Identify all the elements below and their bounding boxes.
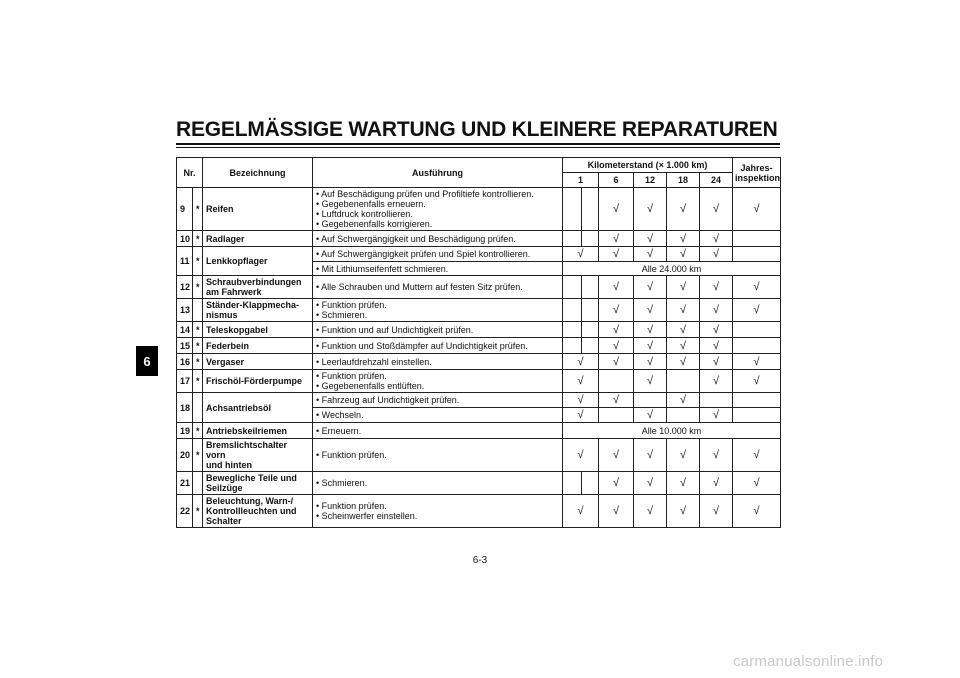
header-kilometerstand: Kilometerstand (× 1.000 km) bbox=[563, 158, 733, 173]
check-cell-jahres: √ bbox=[733, 439, 781, 472]
check-cell bbox=[563, 322, 582, 338]
table-row bbox=[177, 354, 781, 370]
row-nr: 17 bbox=[177, 370, 193, 393]
check-cell: √ bbox=[667, 472, 700, 495]
header-bezeichnung: Bezeichnung bbox=[203, 158, 313, 188]
check-cell: √ bbox=[700, 276, 733, 299]
chapter-tab: 6 bbox=[136, 346, 158, 376]
header-km-12: 12 bbox=[634, 173, 667, 188]
row-nr: 22 bbox=[177, 495, 193, 528]
check-cell bbox=[563, 188, 582, 231]
row-star: * bbox=[193, 439, 203, 472]
table-row bbox=[177, 439, 781, 472]
row-nr: 18 bbox=[177, 393, 193, 423]
row-desc: • Schmieren. bbox=[313, 472, 563, 495]
check-cell: √ bbox=[700, 472, 733, 495]
row-name: Radlager bbox=[203, 231, 313, 247]
desc-line: • Funktion prüfen. bbox=[316, 300, 387, 310]
row-nr: 10 bbox=[177, 231, 193, 247]
desc-line: • Gegebenenfalls erneuern. bbox=[316, 199, 426, 209]
check-cell: √ bbox=[667, 188, 700, 231]
check-cell: √ bbox=[599, 439, 634, 472]
row-desc: • Funktion prüfen. bbox=[313, 439, 563, 472]
check-cell: √ bbox=[599, 247, 634, 262]
row-desc: • Wechseln. bbox=[313, 408, 563, 423]
table-row bbox=[177, 370, 781, 393]
check-cell-jahres bbox=[733, 322, 781, 338]
row-desc: • Funktion und Stoßdämpfer auf Undichtigkeit prüfen. bbox=[313, 338, 563, 354]
check-cell: √ bbox=[563, 354, 599, 370]
row-star: * bbox=[193, 276, 203, 299]
table-row bbox=[177, 276, 781, 299]
check-cell: √ bbox=[700, 231, 733, 247]
row-star: * bbox=[193, 370, 203, 393]
check-cell: √ bbox=[634, 299, 667, 322]
row-star: * bbox=[193, 354, 203, 370]
row-desc: • Fahrzeug auf Undichtigkeit prüfen. bbox=[313, 393, 563, 408]
row-nr: 20 bbox=[177, 439, 193, 472]
interval-note: Alle 10.000 km bbox=[563, 423, 781, 439]
check-cell: √ bbox=[634, 322, 667, 338]
check-cell: √ bbox=[599, 393, 634, 408]
name-line: Ständer-Klappmecha- bbox=[206, 300, 300, 310]
check-cell: √ bbox=[599, 338, 634, 354]
row-name: Reifen bbox=[203, 188, 313, 231]
check-cell: √ bbox=[634, 439, 667, 472]
header-km-6: 6 bbox=[599, 173, 634, 188]
row-name bbox=[203, 276, 313, 299]
check-cell: √ bbox=[634, 370, 667, 393]
check-cell: √ bbox=[700, 354, 733, 370]
desc-line: • Funktion prüfen. bbox=[316, 371, 387, 381]
check-cell: √ bbox=[599, 354, 634, 370]
header-ausfuehrung: Ausführung bbox=[313, 158, 563, 188]
check-cell-jahres: √ bbox=[733, 188, 781, 231]
header-nr: Nr. bbox=[177, 158, 203, 188]
header-row-1 bbox=[177, 158, 781, 173]
header-jahresinspektion bbox=[733, 158, 781, 188]
name-line: Bremslichtschalter vorn bbox=[206, 440, 288, 460]
check-cell: √ bbox=[700, 370, 733, 393]
desc-line: • Gegebenenfalls entlüften. bbox=[316, 381, 425, 391]
check-cell-jahres bbox=[733, 247, 781, 262]
check-cell: √ bbox=[634, 338, 667, 354]
check-cell: √ bbox=[667, 354, 700, 370]
check-cell-jahres: √ bbox=[733, 495, 781, 528]
row-desc bbox=[313, 299, 563, 322]
row-desc bbox=[313, 495, 563, 528]
table-row bbox=[177, 472, 781, 495]
title-rule-thin bbox=[176, 147, 780, 148]
page-title: REGELMÄSSIGE WARTUNG UND KLEINERE REPARATUREN bbox=[176, 118, 778, 141]
check-cell: √ bbox=[667, 231, 700, 247]
row-desc bbox=[313, 370, 563, 393]
row-star: * bbox=[193, 231, 203, 247]
row-desc: • Auf Schwergängigkeit prüfen und Spiel kontrollieren. bbox=[313, 247, 563, 262]
header-jahres-line2: inspektion bbox=[735, 172, 781, 183]
name-line: Seilzüge bbox=[206, 483, 243, 493]
interval-note: Alle 24.000 km bbox=[563, 262, 781, 276]
check-cell-jahres: √ bbox=[733, 276, 781, 299]
row-desc: • Erneuern. bbox=[313, 423, 563, 439]
check-cell bbox=[563, 299, 582, 322]
check-cell-jahres: √ bbox=[733, 354, 781, 370]
row-desc: • Funktion und auf Undichtigkeit prüfen. bbox=[313, 322, 563, 338]
row-nr: 11 bbox=[177, 247, 193, 276]
row-desc: • Leerlaufdrehzahl einstellen. bbox=[313, 354, 563, 370]
desc-line: • Luftdruck kontrollieren. bbox=[316, 209, 413, 219]
check-cell: √ bbox=[700, 338, 733, 354]
check-cell: √ bbox=[563, 393, 599, 408]
check-cell: √ bbox=[634, 495, 667, 528]
row-name: Federbein bbox=[203, 338, 313, 354]
name-line: am Fahrwerk bbox=[206, 287, 262, 297]
table-row bbox=[177, 338, 781, 354]
check-cell: √ bbox=[667, 276, 700, 299]
row-nr: 13 bbox=[177, 299, 193, 322]
row-name: Vergaser bbox=[203, 354, 313, 370]
check-cell: √ bbox=[700, 322, 733, 338]
row-star bbox=[193, 299, 203, 322]
check-cell: √ bbox=[700, 439, 733, 472]
check-cell bbox=[599, 408, 634, 423]
desc-line: • Auf Beschädigung prüfen und Profiltiefe kontrollieren. bbox=[316, 189, 534, 199]
desc-line: • Schmieren. bbox=[316, 310, 368, 320]
check-cell: √ bbox=[634, 231, 667, 247]
check-cell: √ bbox=[634, 408, 667, 423]
row-star bbox=[193, 393, 203, 423]
check-cell bbox=[667, 408, 700, 423]
maintenance-table bbox=[176, 157, 781, 528]
page-number: 6-3 bbox=[472, 555, 488, 566]
row-star: * bbox=[193, 423, 203, 439]
table-row bbox=[177, 423, 781, 439]
row-nr: 19 bbox=[177, 423, 193, 439]
row-star: * bbox=[193, 495, 203, 528]
table-row bbox=[177, 322, 781, 338]
title-rule bbox=[176, 143, 780, 145]
check-cell: √ bbox=[667, 299, 700, 322]
check-cell bbox=[582, 472, 599, 495]
check-cell: √ bbox=[563, 439, 599, 472]
check-cell-jahres bbox=[733, 393, 781, 408]
check-cell: √ bbox=[667, 439, 700, 472]
check-cell: √ bbox=[700, 408, 733, 423]
table-row bbox=[177, 495, 781, 528]
check-cell bbox=[599, 370, 634, 393]
check-cell: √ bbox=[700, 495, 733, 528]
check-cell bbox=[582, 322, 599, 338]
row-star: * bbox=[193, 188, 203, 231]
row-name: Frischöl-Förderpumpe bbox=[203, 370, 313, 393]
check-cell: √ bbox=[563, 370, 599, 393]
check-cell: √ bbox=[700, 299, 733, 322]
row-desc: • Mit Lithiumseifenfett schmieren. bbox=[313, 262, 563, 276]
row-name bbox=[203, 495, 313, 528]
header-km-24: 24 bbox=[700, 173, 733, 188]
row-name: Teleskopgabel bbox=[203, 322, 313, 338]
row-nr: 14 bbox=[177, 322, 193, 338]
table-row bbox=[177, 231, 781, 247]
desc-line: • Gegebenenfalls korrigieren. bbox=[316, 219, 433, 229]
check-cell: √ bbox=[667, 338, 700, 354]
check-cell bbox=[700, 393, 733, 408]
check-cell bbox=[582, 338, 599, 354]
check-cell: √ bbox=[563, 408, 599, 423]
check-cell: √ bbox=[599, 322, 634, 338]
row-name bbox=[203, 439, 313, 472]
check-cell: √ bbox=[634, 354, 667, 370]
row-name bbox=[203, 299, 313, 322]
row-nr: 12 bbox=[177, 276, 193, 299]
check-cell: √ bbox=[563, 495, 599, 528]
row-nr: 16 bbox=[177, 354, 193, 370]
desc-line: • Funktion prüfen. bbox=[316, 501, 387, 511]
watermark: carmanualsonline.info bbox=[733, 653, 884, 670]
check-cell: √ bbox=[667, 247, 700, 262]
row-desc: • Alle Schrauben und Muttern auf festen Sitz prüfen. bbox=[313, 276, 563, 299]
check-cell: √ bbox=[634, 188, 667, 231]
check-cell: √ bbox=[599, 231, 634, 247]
header-km-1: 1 bbox=[563, 173, 599, 188]
row-nr: 21 bbox=[177, 472, 193, 495]
table-row bbox=[177, 247, 781, 262]
check-cell bbox=[563, 472, 582, 495]
check-cell: √ bbox=[700, 247, 733, 262]
check-cell: √ bbox=[667, 393, 700, 408]
header-jahres-line1: Jahres- bbox=[740, 162, 773, 173]
row-nr: 9 bbox=[177, 188, 193, 231]
check-cell: √ bbox=[667, 322, 700, 338]
check-cell: √ bbox=[563, 247, 599, 262]
check-cell: √ bbox=[599, 299, 634, 322]
row-desc: • Auf Schwergängigkeit und Beschädigung prüfen. bbox=[313, 231, 563, 247]
row-name: Lenkkopflager bbox=[203, 247, 313, 276]
check-cell bbox=[563, 338, 582, 354]
check-cell: √ bbox=[599, 276, 634, 299]
name-line: Kontrollleuchten und bbox=[206, 506, 297, 516]
check-cell bbox=[667, 370, 700, 393]
check-cell-jahres: √ bbox=[733, 472, 781, 495]
check-cell bbox=[582, 276, 599, 299]
row-name: Antriebskeilriemen bbox=[203, 423, 313, 439]
row-star: * bbox=[193, 247, 203, 276]
check-cell-jahres: √ bbox=[733, 370, 781, 393]
check-cell: √ bbox=[667, 495, 700, 528]
table-row bbox=[177, 299, 781, 322]
name-line: nismus bbox=[206, 310, 238, 320]
check-cell bbox=[582, 299, 599, 322]
check-cell bbox=[563, 276, 582, 299]
row-name bbox=[203, 472, 313, 495]
check-cell: √ bbox=[700, 188, 733, 231]
row-nr: 15 bbox=[177, 338, 193, 354]
name-line: Beleuchtung, Warn-/ bbox=[206, 496, 294, 506]
check-cell bbox=[563, 231, 582, 247]
check-cell: √ bbox=[634, 247, 667, 262]
row-name: Achsantriebsöl bbox=[203, 393, 313, 423]
check-cell: √ bbox=[634, 472, 667, 495]
check-cell-jahres: √ bbox=[733, 299, 781, 322]
check-cell: √ bbox=[634, 276, 667, 299]
check-cell-jahres bbox=[733, 338, 781, 354]
table-row bbox=[177, 188, 781, 231]
check-cell bbox=[582, 188, 599, 231]
row-star: * bbox=[193, 338, 203, 354]
row-star: * bbox=[193, 322, 203, 338]
check-cell-jahres bbox=[733, 231, 781, 247]
name-line: und hinten bbox=[206, 460, 253, 470]
check-cell: √ bbox=[599, 188, 634, 231]
table-row bbox=[177, 393, 781, 408]
check-cell-jahres bbox=[733, 408, 781, 423]
check-cell bbox=[582, 231, 599, 247]
header-km-18: 18 bbox=[667, 173, 700, 188]
name-line: Bewegliche Teile und bbox=[206, 473, 297, 483]
check-cell bbox=[634, 393, 667, 408]
check-cell: √ bbox=[599, 472, 634, 495]
desc-line: • Scheinwerfer einstellen. bbox=[316, 511, 418, 521]
row-desc bbox=[313, 188, 563, 231]
row-star bbox=[193, 472, 203, 495]
name-line: Schraubverbindungen bbox=[206, 277, 302, 287]
name-line: Schalter bbox=[206, 516, 242, 526]
check-cell: √ bbox=[599, 495, 634, 528]
